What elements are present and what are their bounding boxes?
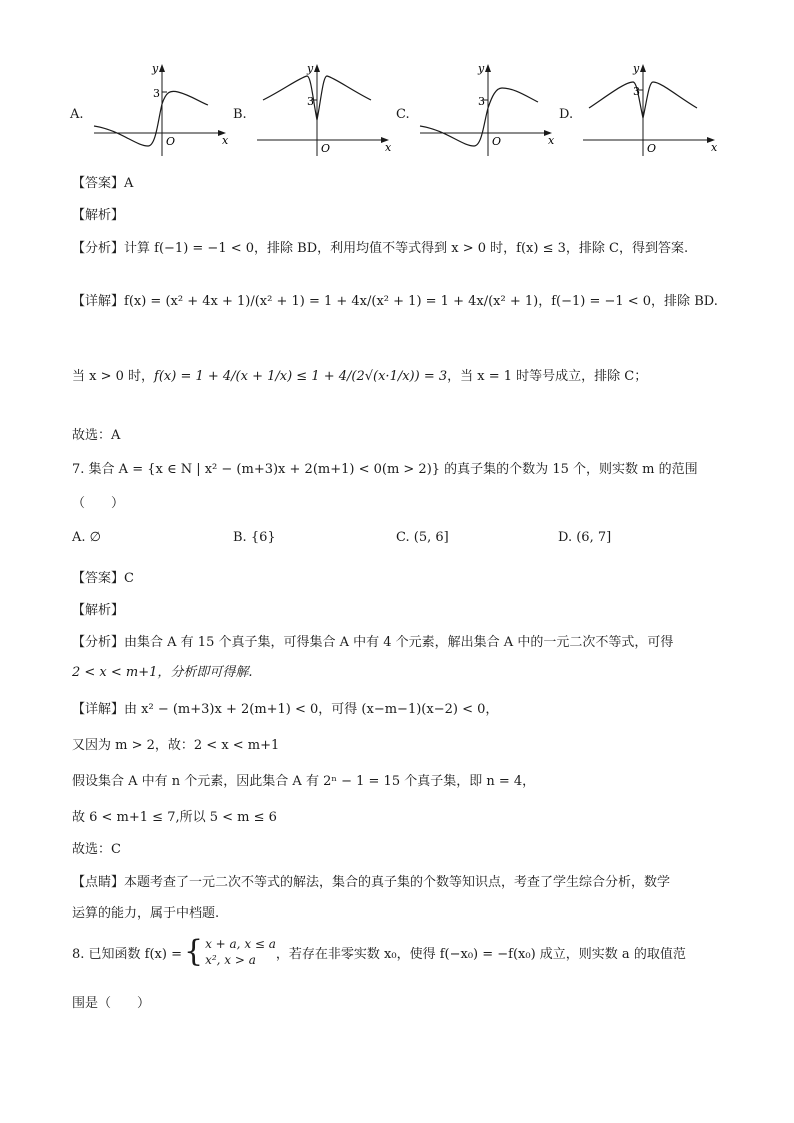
graph-c-origin: O [492, 135, 502, 148]
graph-b [253, 60, 393, 160]
q6-xiangjie-line1: f(x) = (x² + 4x + 1)/(x² + 1) = 1 + 4x/(x² + 1) = 1 + 4x/(x² + 1)，f(−1) = −1 < 0，排除 BD. [124, 294, 718, 309]
q7-answer-tag: 【答案】 [72, 571, 125, 586]
graph-b-y-label: y [307, 62, 314, 75]
graph-c-y-label: y [478, 62, 485, 75]
q7-answer-value: C [124, 571, 134, 586]
q8-brace: { [183, 934, 204, 969]
q6-xiangjie-1 [72, 290, 718, 309]
graph-label-a: A. [70, 107, 84, 122]
graph-b-origin: O [321, 142, 331, 155]
q6-xiangjie-line2-pre: 当 x > 0 时， [72, 369, 155, 384]
q8-stem [72, 932, 686, 972]
q7-fenxi-text2: 2 < x < m+1，分析即可得解. [72, 665, 253, 680]
q7-dianjing-2: 运算的能力，属于中档题. [72, 906, 220, 921]
graph-a [90, 60, 230, 160]
q6-xiangjie-line2-post: ，当 x = 1 时等号成立，排除 C； [447, 369, 648, 384]
q7-xiangjie-tag: 【详解】 [72, 702, 125, 717]
graph-label-b: B. [233, 107, 247, 122]
graph-a-origin: O [166, 135, 176, 148]
q8-suffix: ，若存在非零实数 x₀，使得 f(−x₀) = −f(x₀) 成立，则实数 a 的取值范 [275, 946, 686, 962]
q6-fenxi-text: 计算 f(−1) = −1 < 0，排除 BD，利用均值不等式得到 x > 0 时，f(x) ≤ 3，排除 C，得到答案. [124, 241, 689, 256]
q8-cases [205, 936, 276, 968]
graph-c-x-label: x [548, 134, 555, 147]
graph-d-x-label: x [711, 141, 718, 154]
q8-prefix: 8. 已知函数 f(x) = [72, 946, 182, 962]
q7-option-d: D. (6, 7] [558, 530, 612, 545]
q7-dianjing-tag: 【点睛】 [72, 875, 125, 890]
q7-choose: 故选：C [72, 842, 121, 857]
q7-dianjing-1: 本题考查了一元二次不等式的解法，集合的真子集的个数等知识点，考查了学生综合分析，数学 [124, 875, 671, 890]
q7-stem: 7. 集合 A = {x ∈ N | x² − (m+3)x + 2(m+1) < 0(m > 2)} 的真子集的个数为 15 个，则实数 m 的范围 [72, 462, 698, 477]
q7-line-2: 又因为 m > 2，故：2 < x < m+1 [72, 738, 280, 753]
graph-label-d: D. [559, 107, 574, 122]
graph-d-tick-3: 3 [633, 85, 640, 98]
q6-answer [72, 172, 133, 191]
q7-option-b: B. {6} [233, 530, 276, 545]
q7-line-3: 假设集合 A 中有 n 个元素，因此集合 A 有 2ⁿ − 1 = 15 个真子集，即 n = 4， [72, 774, 536, 789]
q6-choose: 故选：A [72, 428, 121, 443]
q7-answer [72, 567, 134, 586]
q8-case-2: x², x > a [205, 953, 256, 967]
graph-a-tick-3: 3 [153, 87, 160, 100]
q6-answer-value: A [124, 176, 134, 191]
q6-xiangjie-2 [72, 365, 647, 384]
graph-c-tick-3: 3 [478, 95, 485, 108]
q7-fenxi [72, 631, 673, 650]
q6-fenxi-tag: 【分析】 [72, 241, 125, 256]
q7-option-a: A. ∅ [72, 530, 101, 545]
graph-b-x-label: x [385, 141, 392, 154]
q7-line-4: 故 6 < m+1 ≤ 7,所以 5 < m ≤ 6 [72, 810, 277, 825]
q7-fenxi-text: 由集合 A 有 15 个真子集，可得集合 A 中有 4 个元素，解出集合 A 中的一元二次不等式，可得 [124, 635, 674, 650]
graph-d-y-label: y [633, 62, 640, 75]
graph-d [579, 60, 719, 160]
graph-d-origin: O [647, 142, 657, 155]
q7-xiangjie [72, 698, 498, 717]
graph-a-y-label: y [152, 62, 159, 75]
graph-label-c: C. [396, 107, 410, 122]
q6-answer-tag: 【答案】 [72, 176, 125, 191]
q8-line2: 围是（ ） [72, 996, 151, 1011]
q7-dianjing [72, 871, 670, 890]
q6-fenxi [72, 237, 688, 256]
q7-fenxi-tag: 【分析】 [72, 635, 125, 650]
q8-case-1: x + a, x ≤ a [205, 937, 276, 951]
q7-analysis-tag: 【解析】 [72, 603, 125, 618]
option-graphs [70, 60, 730, 160]
graph-b-tick-3: 3 [307, 95, 314, 108]
q7-xiangjie-1: 由 x² − (m+3)x + 2(m+1) < 0，可得 (x−m−1)(x−2) < 0， [124, 702, 499, 717]
q6-xiangjie-tag: 【详解】 [72, 294, 125, 309]
graph-c [416, 60, 556, 160]
graph-a-x-label: x [222, 134, 229, 147]
q7-paren: （ ） [72, 496, 125, 511]
q7-option-c: C. (5, 6] [396, 530, 449, 545]
q6-analysis-tag: 【解析】 [72, 208, 125, 223]
q6-xiangjie-line2-math: f(x) = 1 + 4/(x + 1/x) ≤ 1 + 4/(2√(x·1/x)) = 3 [154, 369, 448, 384]
